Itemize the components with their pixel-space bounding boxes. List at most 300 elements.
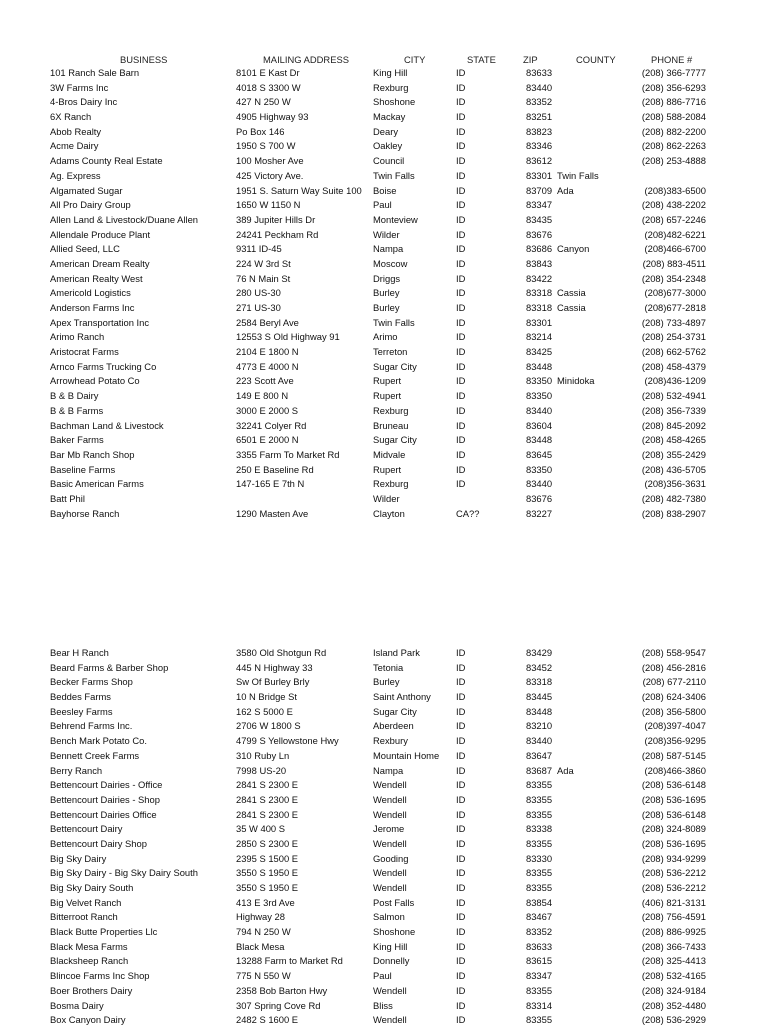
address-cell: 223 Scott Ave: [236, 375, 294, 387]
address-cell: Highway 28: [236, 911, 285, 923]
phone-cell: (208)466-6700: [644, 243, 706, 255]
state-cell: ID: [456, 779, 466, 791]
city-cell: Sugar City: [373, 434, 417, 446]
zip-cell: 83350: [526, 375, 553, 387]
city-cell: Shoshone: [373, 96, 416, 108]
city-cell: Wendell: [373, 882, 407, 893]
phone-cell: (208) 355-2429: [641, 448, 706, 460]
address-cell: Sw Of Burley Brly: [236, 676, 310, 688]
state-cell: ID: [456, 735, 466, 747]
state-cell: ID: [456, 375, 466, 387]
state-cell: ID: [456, 81, 466, 93]
zip-cell: 83440: [526, 478, 553, 490]
state-cell: ID: [456, 316, 466, 328]
header-business: BUSINESS: [120, 54, 168, 65]
state-cell: ID: [456, 999, 466, 1011]
address-cell: 2841 S 2300 E: [236, 808, 299, 820]
business-cell: Americold Logistics: [50, 287, 131, 299]
address-cell: 425 Victory Ave.: [236, 169, 304, 181]
table-row: [0, 765, 768, 780]
address-cell: 413 E 3rd Ave: [236, 896, 295, 908]
address-cell: 149 E 800 N: [236, 390, 289, 402]
address-cell: 162 S 5000 E: [236, 705, 293, 717]
business-cell: Bachman Land & Livestock: [50, 419, 164, 431]
table-row: [0, 214, 768, 229]
table-row: [0, 317, 768, 332]
phone-cell: (208)677-3000: [644, 287, 706, 299]
address-cell: 310 Ruby Ln: [236, 749, 290, 761]
city-cell: Burley: [373, 676, 400, 688]
business-cell: Beesley Farms: [50, 705, 113, 717]
zip-cell: 83355: [526, 984, 553, 996]
table-row: [0, 155, 768, 170]
business-cell: Baker Farms: [50, 434, 104, 446]
table-row: [0, 809, 768, 824]
state-cell: ID: [456, 243, 466, 255]
address-cell: Black Mesa: [236, 940, 285, 952]
state-cell: ID: [456, 331, 466, 343]
business-cell: Box Canyon Dairy: [50, 1014, 126, 1026]
zip-cell: 83301: [526, 169, 553, 181]
zip-cell: 83318: [526, 676, 553, 688]
address-cell: 280 US-30: [236, 287, 281, 299]
zip-cell: 83251: [526, 111, 553, 123]
phone-cell: (208) 254-3731: [641, 331, 706, 343]
state-cell: ID: [456, 896, 466, 908]
address-cell: 2104 E 1800 N: [236, 346, 299, 358]
zip-cell: 83647: [526, 749, 553, 761]
phone-cell: (208) 253-4888: [641, 155, 706, 167]
business-cell: Bennett Creek Farms: [50, 749, 140, 761]
header-county: COUNTY: [576, 54, 616, 65]
phone-cell: (208)397-4047: [644, 720, 706, 732]
state-cell: ID: [456, 287, 466, 299]
city-cell: Mackay: [373, 111, 406, 123]
table-row: [0, 331, 768, 346]
address-cell: 4773 E 4000 N: [236, 360, 299, 372]
address-cell: 3000 E 2000 S: [236, 404, 299, 416]
state-cell: ID: [456, 720, 466, 732]
address-cell: 9311 ID-45: [236, 243, 282, 255]
table-row: [0, 464, 768, 479]
phone-cell: (208) 756-4591: [641, 911, 706, 923]
table-row: [0, 691, 768, 706]
phone-cell: (208) 886-9925: [641, 926, 706, 938]
header-zip: ZIP: [523, 54, 538, 65]
state-cell: ID: [456, 764, 466, 776]
address-cell: 2584 Beryl Ave: [236, 316, 299, 328]
table-row: [0, 1014, 768, 1029]
state-cell: ID: [456, 823, 466, 835]
table-row: [0, 258, 768, 273]
phone-cell: (208) 324-9184: [641, 984, 706, 996]
zip-cell: 83435: [526, 213, 553, 225]
business-cell: Allied Seed, LLC: [50, 243, 120, 255]
business-cell: Big Sky Dairy: [50, 852, 107, 864]
state-cell: ID: [456, 749, 466, 761]
address-cell: 4905 Highway 93: [236, 111, 309, 123]
zip-cell: 83633: [526, 67, 553, 78]
city-cell: Jerome: [373, 823, 405, 835]
business-cell: Big Sky Dairy - Big Sky Dairy South: [50, 867, 198, 879]
business-cell: Behrend Farms Inc.: [50, 720, 133, 732]
phone-cell: (208) 536-2212: [641, 882, 706, 893]
zip-cell: 83352: [526, 96, 553, 108]
business-cell: Apex Transportation Inc: [50, 316, 150, 328]
city-cell: Moscow: [373, 257, 408, 269]
county-cell: Canyon: [557, 243, 590, 255]
address-cell: 2850 S 2300 E: [236, 837, 299, 849]
zip-cell: 83318: [526, 287, 553, 299]
state-cell: ID: [456, 1014, 466, 1026]
phone-cell: (208) 587-5145: [641, 749, 706, 761]
phone-cell: (208) 366-7777: [641, 67, 706, 78]
zip-cell: 83301: [526, 316, 553, 328]
city-cell: Rexbury: [373, 735, 408, 747]
address-cell: 35 W 400 S: [236, 823, 285, 835]
city-cell: Island Park: [373, 647, 420, 658]
business-cell: Arimo Ranch: [50, 331, 105, 343]
table-row: [0, 287, 768, 302]
city-cell: Wendell: [373, 984, 407, 996]
table-row: [0, 853, 768, 868]
city-cell: Salmon: [373, 911, 405, 923]
city-cell: Sugar City: [373, 360, 417, 372]
table-row: [0, 302, 768, 317]
business-cell: Boer Brothers Dairy: [50, 984, 133, 996]
address-cell: 307 Spring Cove Rd: [236, 999, 321, 1011]
phone-cell: (208) 838-2907: [641, 507, 706, 519]
zip-cell: 83440: [526, 404, 553, 416]
address-cell: 2395 S 1500 E: [236, 852, 299, 864]
table-row: [0, 985, 768, 1000]
state-cell: ID: [456, 96, 466, 108]
city-cell: Council: [373, 155, 405, 167]
address-cell: 2358 Bob Barton Hwy: [236, 984, 328, 996]
business-cell: Acme Dairy: [50, 140, 99, 152]
city-cell: Wendell: [373, 808, 407, 820]
business-cell: American Dream Realty: [50, 257, 150, 269]
phone-cell: (208) 458-4265: [641, 434, 706, 446]
table-row: [0, 897, 768, 912]
phone-cell: (208) 677-2110: [642, 676, 706, 688]
business-cell: Bettencourt Dairies Office: [50, 808, 157, 820]
zip-cell: 83214: [526, 331, 553, 343]
city-cell: Midvale: [373, 448, 406, 460]
phone-cell: (208) 657-2246: [641, 213, 706, 225]
phone-cell: (208)466-3860: [644, 764, 706, 776]
city-cell: Rupert: [373, 463, 402, 475]
table-row: [0, 941, 768, 956]
zip-cell: 83854: [526, 896, 553, 908]
state-cell: ID: [456, 793, 466, 805]
table-row: [0, 405, 768, 420]
address-cell: 1951 S. Saturn Way Suite 100: [236, 184, 362, 196]
business-cell: Becker Farms Shop: [50, 676, 133, 688]
phone-cell: (208) 356-6293: [641, 81, 706, 93]
table-row: [0, 434, 768, 449]
zip-cell: 83687: [526, 764, 553, 776]
address-cell: 775 N 550 W: [236, 970, 291, 982]
zip-cell: 83355: [526, 837, 553, 849]
table-row: [0, 794, 768, 809]
zip-cell: 83429: [526, 647, 553, 658]
state-cell: ID: [456, 478, 466, 490]
state-cell: ID: [456, 970, 466, 982]
phone-cell: (208) 456-2816: [641, 661, 706, 673]
phone-cell: (208) 536-2929: [641, 1014, 706, 1026]
state-cell: ID: [456, 404, 466, 416]
county-cell: Twin Falls: [557, 169, 599, 181]
city-cell: Saint Anthony: [373, 691, 431, 703]
phone-cell: (208)436-1209: [644, 375, 706, 387]
zip-cell: 83352: [526, 926, 553, 938]
state-cell: ID: [456, 213, 466, 225]
table-row: [0, 493, 768, 508]
city-cell: Gooding: [373, 852, 409, 864]
business-cell: Aristocrat Farms: [50, 346, 119, 358]
table-row: [0, 96, 768, 111]
state-cell: ID: [456, 705, 466, 717]
address-cell: 2841 S 2300 E: [236, 779, 299, 791]
business-cell: All Pro Dairy Group: [50, 199, 131, 211]
phone-cell: (208)482-6221: [644, 228, 706, 240]
zip-cell: 83227: [526, 507, 553, 519]
state-cell: ID: [456, 155, 466, 167]
city-cell: Wendell: [373, 793, 407, 805]
table-row: [0, 911, 768, 926]
business-cell: Ag. Express: [50, 169, 101, 181]
zip-cell: 83615: [526, 955, 553, 967]
table-row: [0, 111, 768, 126]
city-cell: Oakley: [373, 140, 403, 152]
address-cell: 2841 S 2300 E: [236, 793, 299, 805]
zip-cell: 83314: [526, 999, 553, 1011]
city-cell: Shoshone: [373, 926, 416, 938]
address-cell: 32241 Colyer Rd: [236, 419, 307, 431]
business-cell: Big Velvet Ranch: [50, 896, 122, 908]
zip-cell: 83823: [526, 125, 553, 137]
zip-cell: 83338: [526, 823, 553, 835]
state-cell: ID: [456, 272, 466, 284]
phone-cell: (208) 438-2202: [641, 199, 706, 211]
phone-cell: (208) 324-8089: [641, 823, 706, 835]
table-row: [0, 170, 768, 185]
phone-cell: (208) 325-4413: [641, 955, 706, 967]
zip-cell: 83330: [526, 852, 553, 864]
table-row: [0, 375, 768, 390]
address-cell: 1950 S 700 W: [236, 140, 296, 152]
zip-cell: 83445: [526, 691, 553, 703]
city-cell: Bruneau: [373, 419, 409, 431]
city-cell: Driggs: [373, 272, 401, 284]
table-row: [0, 243, 768, 258]
table-row: [0, 720, 768, 735]
business-cell: Bettencourt Dairies - Office: [50, 779, 163, 791]
phone-cell: (208) 558-9547: [641, 647, 706, 658]
zip-cell: 83425: [526, 346, 553, 358]
address-cell: 2706 W 1800 S: [236, 720, 301, 732]
business-cell: Black Mesa Farms: [50, 940, 128, 952]
zip-cell: 83355: [526, 882, 553, 893]
business-cell: Algamated Sugar: [50, 184, 123, 196]
state-cell: ID: [456, 346, 466, 358]
zip-cell: 83645: [526, 448, 553, 460]
address-cell: Po Box 146: [236, 125, 285, 137]
zip-cell: 83355: [526, 808, 553, 820]
phone-cell: (208) 532-4165: [641, 970, 706, 982]
city-cell: King Hill: [373, 67, 408, 78]
zip-cell: 83709: [526, 184, 553, 196]
table-row: [0, 449, 768, 464]
business-cell: Bitterroot Ranch: [50, 911, 118, 923]
state-cell: ID: [456, 125, 466, 137]
business-cell: Adams County Real Estate: [50, 155, 163, 167]
business-cell: Black Butte Properties Llc: [50, 926, 158, 938]
state-cell: ID: [456, 940, 466, 952]
state-cell: ID: [456, 926, 466, 938]
table-row: [0, 126, 768, 141]
state-cell: ID: [456, 676, 466, 688]
city-cell: Donnelly: [373, 955, 410, 967]
address-cell: 13288 Farm to Market Rd: [236, 955, 343, 967]
city-cell: Wendell: [373, 837, 407, 849]
table-row: [0, 838, 768, 853]
business-cell: Anderson Farms Inc: [50, 302, 135, 313]
city-cell: Nampa: [373, 764, 404, 776]
business-cell: Abob Realty: [50, 125, 102, 137]
state-cell: ID: [456, 199, 466, 211]
address-cell: 10 N Bridge St: [236, 691, 297, 703]
table-row: [0, 140, 768, 155]
city-cell: Burley: [373, 287, 400, 299]
zip-cell: 83318: [526, 302, 553, 313]
phone-cell: (208)356-3631: [644, 478, 706, 490]
table-row: [0, 420, 768, 435]
state-cell: ID: [456, 302, 466, 313]
business-cell: Bettencourt Dairy: [50, 823, 123, 835]
address-cell: 427 N 250 W: [236, 96, 291, 108]
address-cell: 12553 S Old Highway 91: [236, 331, 340, 343]
city-cell: Mountain Home: [373, 749, 440, 761]
table-row: [0, 926, 768, 941]
table-row: [0, 779, 768, 794]
table-row: [0, 882, 768, 897]
zip-cell: 83843: [526, 257, 553, 269]
address-cell: 24241 Peckham Rd: [236, 228, 319, 240]
zip-cell: 83686: [526, 243, 553, 255]
zip-cell: 83452: [526, 661, 553, 673]
phone-cell: (208) 882-2200: [641, 125, 706, 137]
business-cell: Batt Phil: [50, 492, 85, 504]
business-cell: American Realty West: [50, 272, 143, 284]
business-cell: Arnco Farms Trucking Co: [50, 360, 157, 372]
zip-cell: 83355: [526, 779, 553, 791]
state-cell: ID: [456, 882, 466, 893]
business-cell: 4-Bros Dairy Inc: [50, 96, 118, 108]
zip-cell: 83467: [526, 911, 553, 923]
city-cell: Boise: [373, 184, 397, 196]
county-cell: Ada: [557, 764, 574, 776]
table-row: [0, 823, 768, 838]
address-cell: 3355 Farm To Market Rd: [236, 448, 340, 460]
zip-cell: 83440: [526, 81, 553, 93]
zip-cell: 83612: [526, 155, 553, 167]
table-row: [0, 735, 768, 750]
state-cell: ID: [456, 448, 466, 460]
state-cell: ID: [456, 852, 466, 864]
phone-cell: (208)356-9295: [644, 735, 706, 747]
address-cell: 271 US-30: [236, 302, 281, 313]
phone-cell: (208) 356-5800: [641, 705, 706, 717]
phone-cell: (208) 536-1695: [641, 837, 706, 849]
zip-cell: 83355: [526, 867, 553, 879]
business-cell: Allen Land & Livestock/Duane Allen: [50, 213, 199, 225]
business-cell: 3W Farms Inc: [50, 81, 109, 93]
business-cell: Beddes Farms: [50, 691, 111, 703]
city-cell: Post Falls: [373, 896, 415, 908]
state-cell: ID: [456, 111, 466, 123]
address-cell: 3580 Old Shotgun Rd: [236, 647, 327, 658]
address-cell: 1290 Masten Ave: [236, 507, 309, 519]
address-cell: 250 E Baseline Rd: [236, 463, 314, 475]
column-header-row: [0, 54, 768, 66]
address-cell: 8101 E Kast Dr: [236, 67, 300, 78]
city-cell: Rexburg: [373, 404, 409, 416]
state-cell: ID: [456, 390, 466, 402]
city-cell: Wilder: [373, 492, 400, 504]
table-row: [0, 676, 768, 691]
business-cell: Blincoe Farms Inc Shop: [50, 970, 150, 982]
business-cell: B & B Farms: [50, 404, 104, 416]
business-cell: Bettencourt Dairies - Shop: [50, 793, 160, 805]
city-cell: Rexburg: [373, 478, 409, 490]
zip-cell: 83347: [526, 970, 553, 982]
zip-cell: 83350: [526, 390, 553, 402]
table-row: [0, 662, 768, 677]
city-cell: Wilder: [373, 228, 400, 240]
state-cell: ID: [456, 463, 466, 475]
state-cell: ID: [456, 67, 466, 78]
zip-cell: 83448: [526, 434, 553, 446]
address-cell: 389 Jupiter Hills Dr: [236, 213, 316, 225]
business-cell: Beard Farms & Barber Shop: [50, 661, 169, 673]
address-cell: 2482 S 1600 E: [236, 1014, 299, 1026]
address-cell: 445 N Highway 33: [236, 661, 313, 673]
business-cell: B & B Dairy: [50, 390, 99, 402]
city-cell: Aberdeen: [373, 720, 414, 732]
city-cell: Tetonia: [373, 661, 404, 673]
address-cell: 4018 S 3300 W: [236, 81, 301, 93]
table-row: [0, 478, 768, 493]
city-cell: Paul: [373, 199, 392, 211]
city-cell: Bliss: [373, 999, 393, 1011]
business-cell: Blacksheep Ranch: [50, 955, 129, 967]
zip-cell: 83350: [526, 463, 553, 475]
address-cell: 7998 US-20: [236, 764, 287, 776]
city-cell: Nampa: [373, 243, 404, 255]
state-cell: ID: [456, 661, 466, 673]
zip-cell: 83346: [526, 140, 553, 152]
phone-cell: (208) 436-5705: [641, 463, 706, 475]
address-cell: 3550 S 1950 E: [236, 882, 299, 893]
phone-cell: (208) 354-2348: [641, 272, 706, 284]
phone-cell: (208) 458-4379: [641, 360, 706, 372]
address-cell: 794 N 250 W: [236, 926, 291, 938]
address-cell: 76 N Main St: [236, 272, 291, 284]
state-cell: CA??: [456, 507, 480, 519]
phone-cell: (208) 733-4897: [641, 316, 706, 328]
